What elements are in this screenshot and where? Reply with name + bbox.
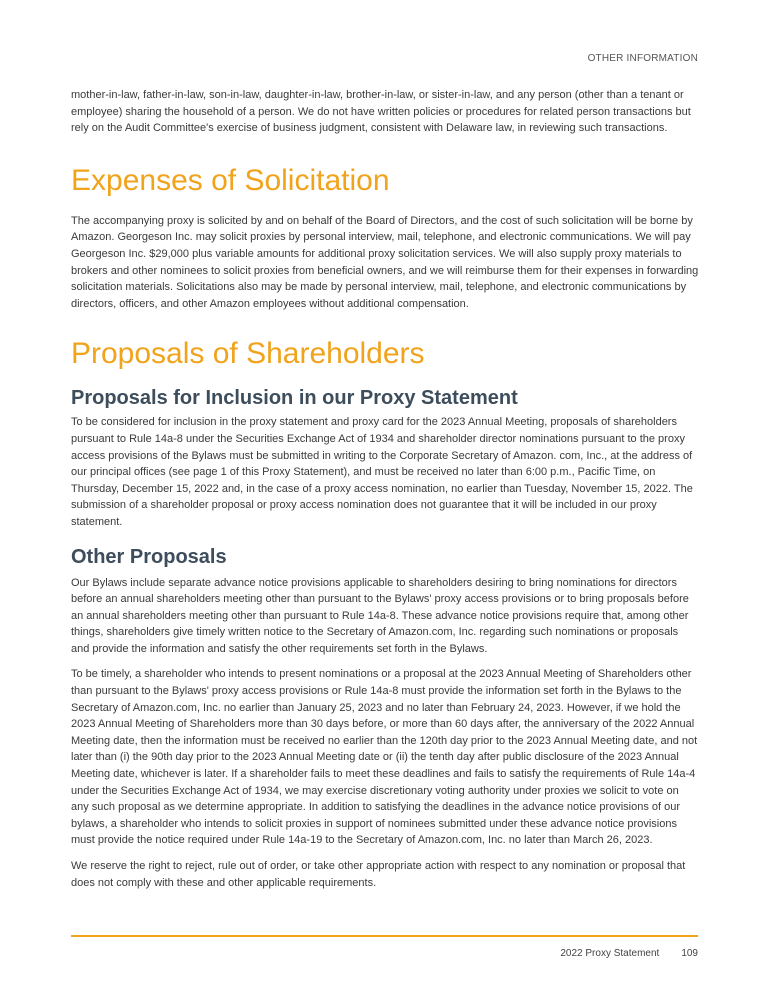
other-proposals-paragraph-3: We reserve the right to reject, rule out of order, or take other appropriate action with respect to any nomination or proposal that does not comply with these and other applicable requirements. (71, 860, 686, 889)
running-header: OTHER INFORMATION (587, 53, 698, 64)
page-footer (560, 948, 698, 959)
inclusion-subheading: Proposals for Inclusion in our Proxy Statement (71, 387, 518, 410)
expenses-heading: Expenses of Solicitation (71, 163, 390, 197)
footer-document-title: 2022 Proxy Statement (560, 948, 660, 959)
other-proposals-subheading: Other Proposals (71, 545, 227, 568)
page-content (71, 87, 699, 900)
expenses-paragraph: The accompanying proxy is solicited by and on behalf of the Board of Directors, and the cost of such solicitation will be borne by Amazon. Georgeson Inc. may solicit proxies by personal interview, mail, telephone, and electronic communications. We will pay Georgeson Inc. $29,000 plus variable amounts for additional proxy solicitation services. We will also supply proxy materials to brokers and other nominees to solicit proxies from beneficial owners, and we will reimburse them for their expenses in forwarding solicitation materials. Solicitations also may be made by personal interview, mail, telephone, and electronic communications by directors, officers, and other Amazon employees without additional compensation. (71, 214, 699, 310)
intro-paragraph: mother-in-law, father-in-law, son-in-law, daughter-in-law, brother-in-law, or sister-in-law, and any person (other than a tenant or employee) sharing the household of a person. We do not have written policies or procedures for related person transactions but rely on the Audit Committee's exercise of business judgment, consistent with Delaware law, in reviewing such transactions. (71, 89, 691, 135)
other-proposals-paragraph-1: Our Bylaws include separate advance notice provisions applicable to shareholders desiring to bring nominations for directors before an annual shareholders meeting other than pursuant to the Bylaws' proxy access provisions or to bring proposals before an annual shareholders meeting other than pursuant to Rule 14a-8. These advance notice provisions require that, among other things, shareholders give timely written notice to the Secretary of Amazon.com, Inc. regarding such nominations or proposals and provide the information and satisfy the other requirements set forth in the Bylaws. (71, 576, 689, 655)
other-proposals-paragraph-2: To be timely, a shareholder who intends to present nominations or a proposal at the 2023 Annual Meeting of Shareholders other than pursuant to the Bylaws' proxy access provisions or Rule 14a-8 must provide the information set forth in the Bylaws to the Secretary of Amazon.com, Inc. no earlier than January 25, 2023 and no later than February 24, 2023. However, if we hold the 2023 Annual Meeting of Shareholders more than 30 days before, or more than 60 days after, the anniversary of the 2022 Annual Meeting date, then the information must be received no earlier than the 120th day prior to the 2023 Annual Meeting date, and not later than (i) the 90th day prior to the 2023 Annual Meeting date or (ii) the tenth day after public disclosure of the 2023 Annual Meeting date, whichever is later. If a shareholder fails to meet these deadlines and fails to satisfy the requirements of Rule 14a-4 under the Securities Exchange Act of 1934, we may exercise discretionary voting authority under proxies we solicit to vote on any such proposal as we determine appropriate. In addition to satisfying the deadlines in the advance notice provisions of our bylaws, a shareholder who intends to solicit proxies in support of nominees submitted under these advance notice provisions must provide the notice required under Rule 14a-19 to the Secretary of Amazon.com, Inc. no later than March 26, 2023. (71, 668, 698, 847)
footer-page-number: 109 (681, 948, 698, 959)
footer-divider (71, 935, 698, 937)
inclusion-paragraph: To be considered for inclusion in the proxy statement and proxy card for the 2023 Annual Meeting, proposals of shareholders pursuant to Rule 14a-8 under the Securities Exchange Act of 1934 and shareholder director nominations pursuant to the proxy access provisions of the Bylaws must be submitted in writing to the Corporate Secretary of Amazon. com, Inc., at the address of our principal offices (see page 1 of this Proxy Statement), and must be received no later than 6:00 p.m., Pacific Time, on Thursday, December 15, 2022 and, in the case of a proxy access nomination, no earlier than Tuesday, November 15, 2022. The submission of a shareholder proposal or proxy access nomination does not guarantee that it will be included in our proxy statement. (71, 416, 693, 528)
proposals-heading: Proposals of Shareholders (71, 337, 425, 371)
